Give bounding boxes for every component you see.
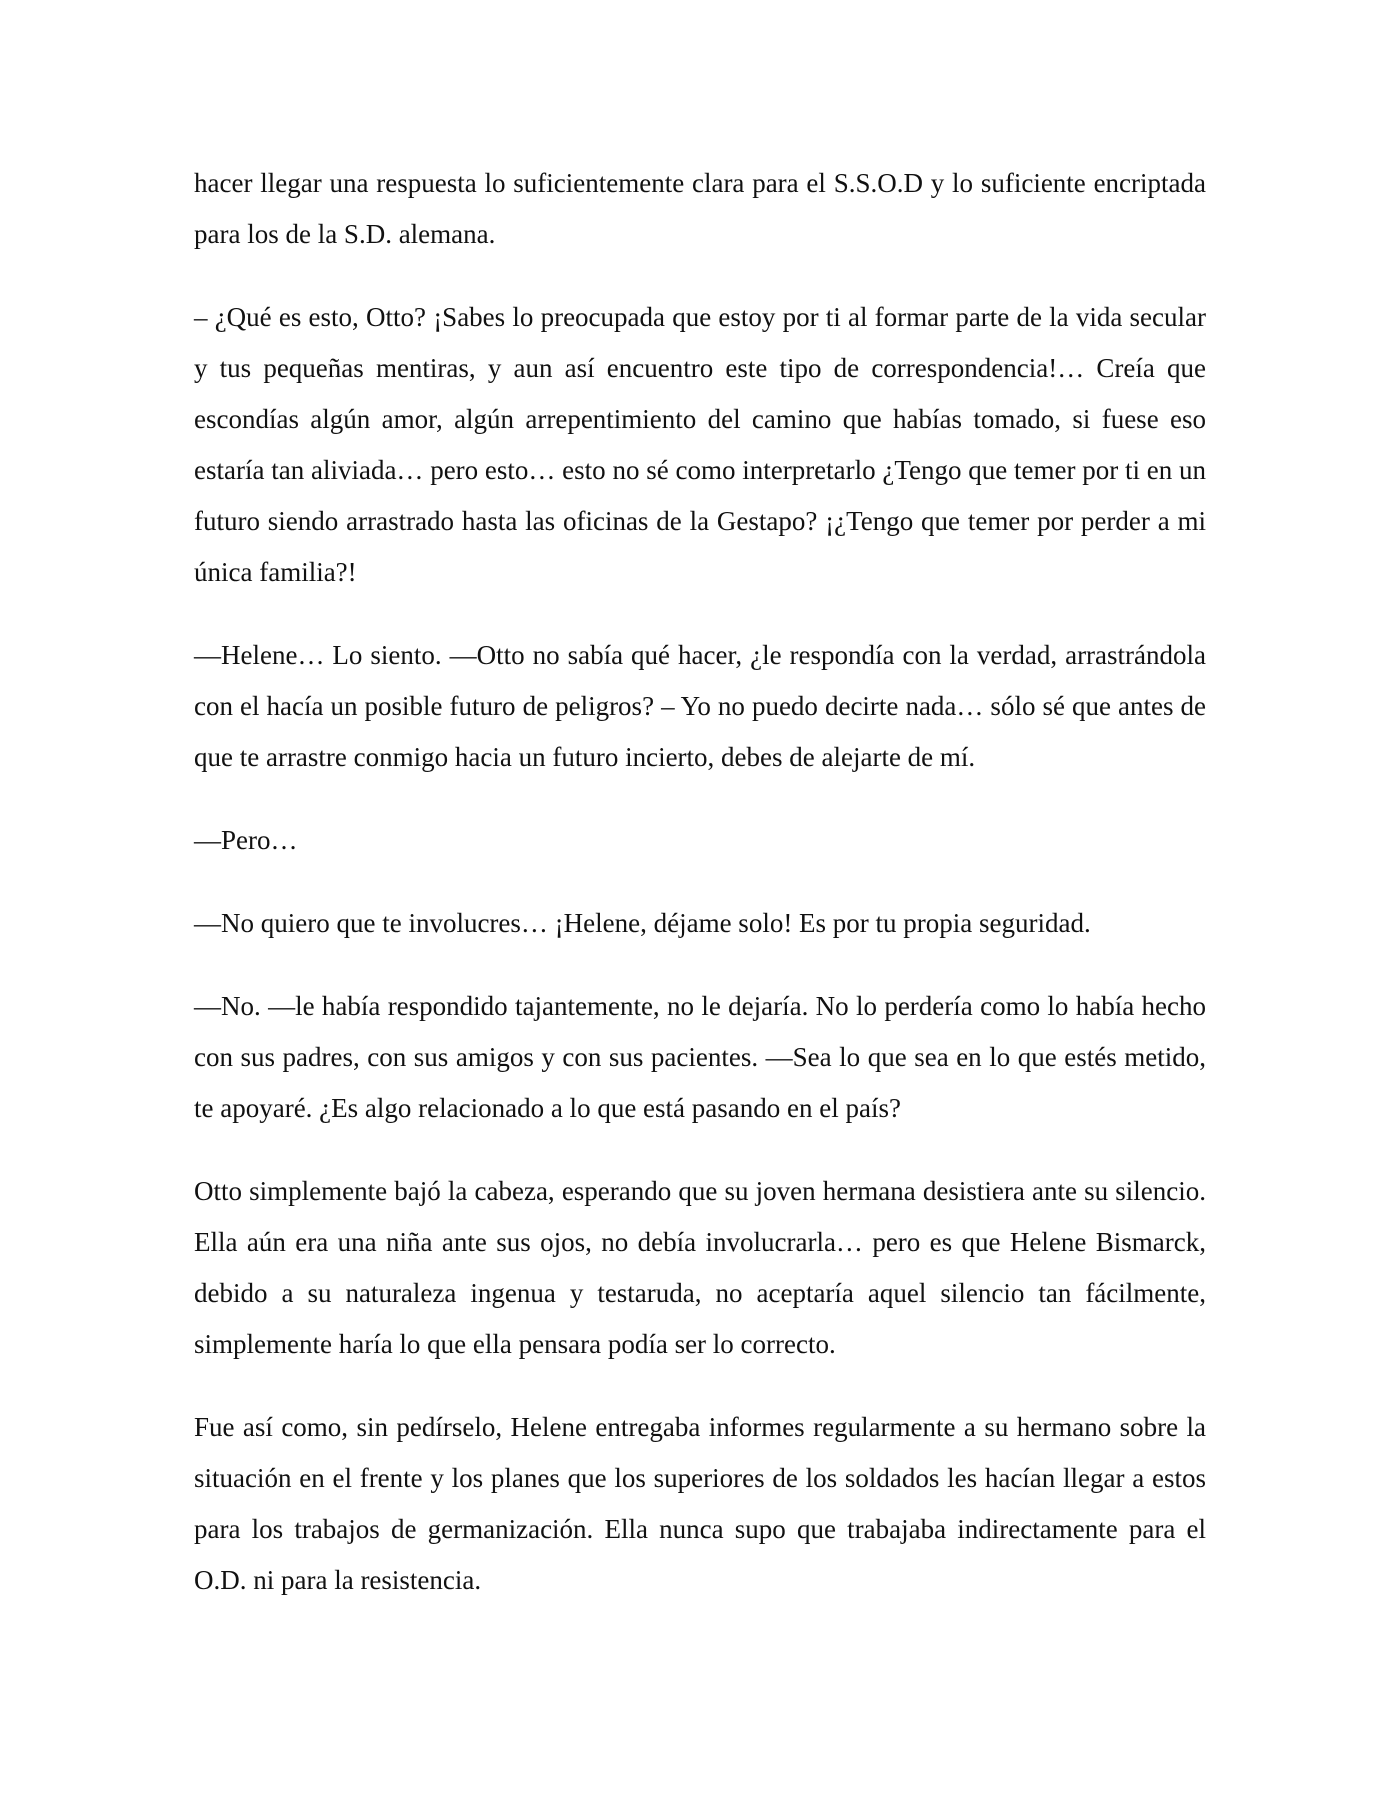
document-page bbox=[194, 158, 1206, 1638]
paragraph: —Pero… bbox=[194, 825, 298, 855]
paragraph: Otto simplemente bajó la cabeza, esperando que su joven hermana desistiera ante su silencio. Ella aún era una niña ante sus ojos, no debía involucrarla… pero es que Helene Bismarck, debido a su naturaleza ingenua y testaruda, no aceptaría aquel silencio tan fácilmente, simplemente haría lo que ella pensara podía ser lo correcto. bbox=[194, 1176, 1206, 1359]
paragraph: Fue así como, sin pedírselo, Helene entregaba informes regularmente a su hermano sobre la situación en el frente y los planes que los superiores de los soldados les hacían llegar a estos para los trabajos de germanización. Ella nunca supo que trabajaba indirectamente para el O.D. ni para la resistencia. bbox=[194, 1412, 1206, 1595]
paragraph: —Helene… Lo siento. —Otto no sabía qué hacer, ¿le respondía con la verdad, arrastrándola con el hacía un posible futuro de peligros? – Yo no puedo decirte nada… sólo sé que antes de que te arrastre conmigo hacia un futuro incierto, debes de alejarte de mí. bbox=[194, 640, 1206, 772]
paragraph: hacer llegar una respuesta lo suficientemente clara para el S.S.O.D y lo suficiente encriptada para los de la S.D. alemana. bbox=[194, 168, 1206, 249]
paragraph: —No quiero que te involucres… ¡Helene, déjame solo! Es por tu propia seguridad. bbox=[194, 908, 1091, 938]
paragraph: – ¿Qué es esto, Otto? ¡Sabes lo preocupada que estoy por ti al formar parte de la vida secular y tus pequeñas mentiras, y aun así encuentro este tipo de correspondencia!… Creía que escondías algún amor, algún arrepentimiento del camino que habías tomado, si fuese eso estaría tan aliviada… pero esto… esto no sé como interpretarlo ¿Tengo que temer por ti en un futuro siendo arrastrado hasta las oficinas de la Gestapo? ¡¿Tengo que temer por perder a mi única familia?! bbox=[194, 302, 1206, 587]
paragraph: —No. —le había respondido tajantemente, no le dejaría. No lo perdería como lo había hecho con sus padres, con sus amigos y con sus pacientes. —Sea lo que sea en lo que estés metido, te apoyaré. ¿Es algo relacionado a lo que está pasando en el país? bbox=[194, 991, 1206, 1123]
